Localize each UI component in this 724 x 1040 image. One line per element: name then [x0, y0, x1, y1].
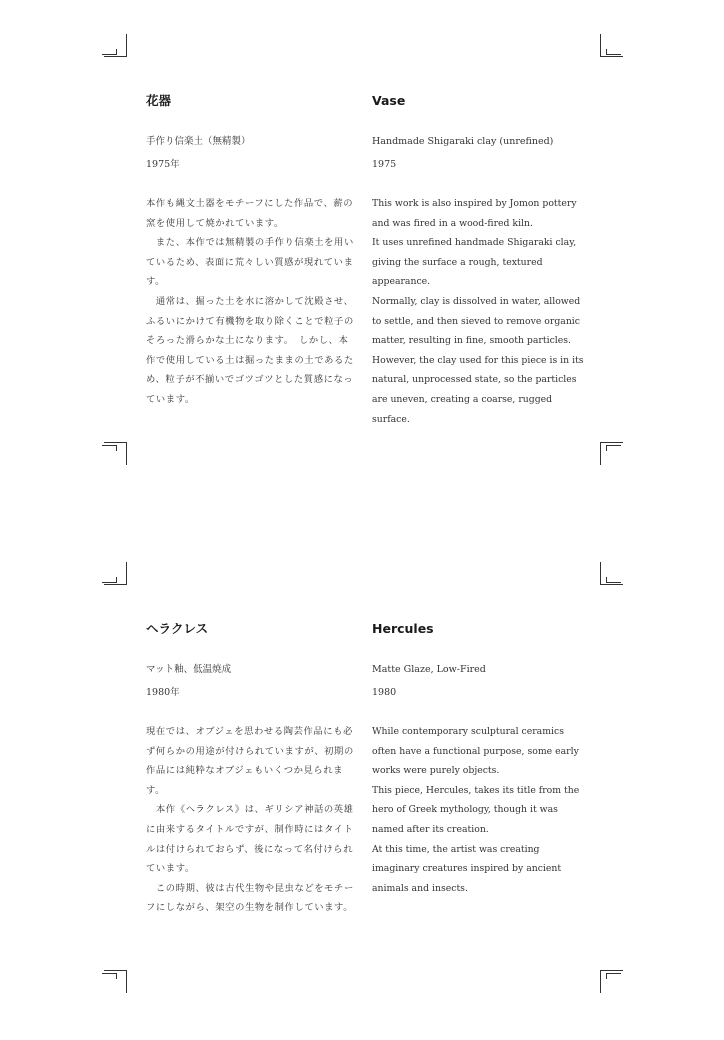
- crop-mark-top-right: [600, 562, 623, 585]
- crop-mark-top-right: [600, 34, 623, 57]
- artwork-card-hercules: [0, 528, 724, 1040]
- description-paragraph: While contemporary sculptural ceramics often have a functional purpose, some early works were purely objects.: [372, 726, 579, 777]
- artwork-card-vase: [0, 0, 724, 512]
- description-paragraph: 現在では、オブジェを思わせる陶芸作品にも必ず何らかの用途が付けられていますが、初期の作品には純粋なオブジェもいくつか見られます。: [146, 726, 354, 796]
- artwork-description-en: [372, 722, 587, 898]
- artwork-description-en: [372, 194, 587, 429]
- japanese-column: [146, 620, 356, 918]
- english-column: [372, 92, 587, 429]
- description-paragraph: 通常は、掘った土を水に溶かして沈殿させ、ふるいにかけて有機物を取り除くことで粒子のそろった滑らかな土になります。 しかし、本作で使用している土は掘ったままの土であるため、粒子が不揃いでゴツゴツとした質感になっています。: [146, 295, 354, 405]
- artwork-year-en: 1980: [372, 687, 397, 698]
- description-paragraph: At this time, the artist was creating imaginary creatures inspired by ancient animals and insects.: [372, 843, 562, 894]
- english-column: [372, 620, 587, 898]
- artwork-description-jp: [146, 194, 356, 410]
- crop-mark-bottom-right: [600, 970, 623, 993]
- artwork-material-jp: 手作り信楽土（無精製）: [146, 136, 251, 147]
- description-paragraph: 本作も縄文土器をモチーフにした作品で、薪の窯を使用して焼かれています。: [146, 198, 354, 229]
- crop-mark-bottom-left: [104, 970, 127, 993]
- artwork-year-en: 1975: [372, 159, 397, 170]
- artwork-description-jp: [146, 722, 356, 918]
- description-paragraph: また、本作では無精製の手作り信楽土を用いているため、表面に荒々しい質感が現れています。: [146, 237, 354, 288]
- artwork-title-jp: ヘラクレス: [146, 621, 209, 636]
- artwork-material-jp: マット釉、低温焼成: [146, 664, 232, 675]
- artwork-title-en: Hercules: [372, 621, 434, 636]
- crop-mark-bottom-right: [600, 442, 623, 465]
- description-paragraph: この時期、彼は古代生物や昆虫などをモチーフにしながら、架空の生物を制作しています。: [146, 882, 354, 914]
- japanese-column: [146, 92, 356, 410]
- artwork-material-en: Matte Glaze, Low-Fired: [372, 664, 486, 675]
- artwork-title-en: Vase: [372, 93, 406, 108]
- crop-mark-bottom-left: [104, 442, 127, 465]
- description-paragraph: Normally, clay is dissolved in water, allowed to settle, and then sieved to remove organic matter, resulting in fine, smooth particles.: [372, 295, 581, 347]
- description-paragraph: 本作《ヘラクレス》は、ギリシア神話の英雄に由来するタイトルですが、制作時にはタイトルは付けられておらず、後になって名付けられています。: [146, 804, 354, 875]
- artwork-year-jp: 1975年: [146, 159, 180, 170]
- description-paragraph: This work is also inspired by Jomon pottery and was fired in a wood-fired kiln.: [372, 198, 577, 229]
- crop-mark-top-left: [104, 34, 127, 57]
- artwork-year-jp: 1980年: [146, 687, 180, 698]
- description-paragraph: However, the clay used for this piece is in its natural, unprocessed state, so the particles are uneven, creating a coarse, rugged surface.: [372, 354, 584, 425]
- artwork-title-jp: 花器: [146, 93, 172, 108]
- description-paragraph: This piece, Hercules, takes its title from the hero of Greek mythology, though it was named after its creation.: [372, 784, 580, 835]
- crop-mark-top-left: [104, 562, 127, 585]
- description-paragraph: It uses unrefined handmade Shigaraki clay, giving the surface a rough, textured appearance.: [372, 237, 577, 288]
- artwork-material-en: Handmade Shigaraki clay (unrefined): [372, 136, 554, 147]
